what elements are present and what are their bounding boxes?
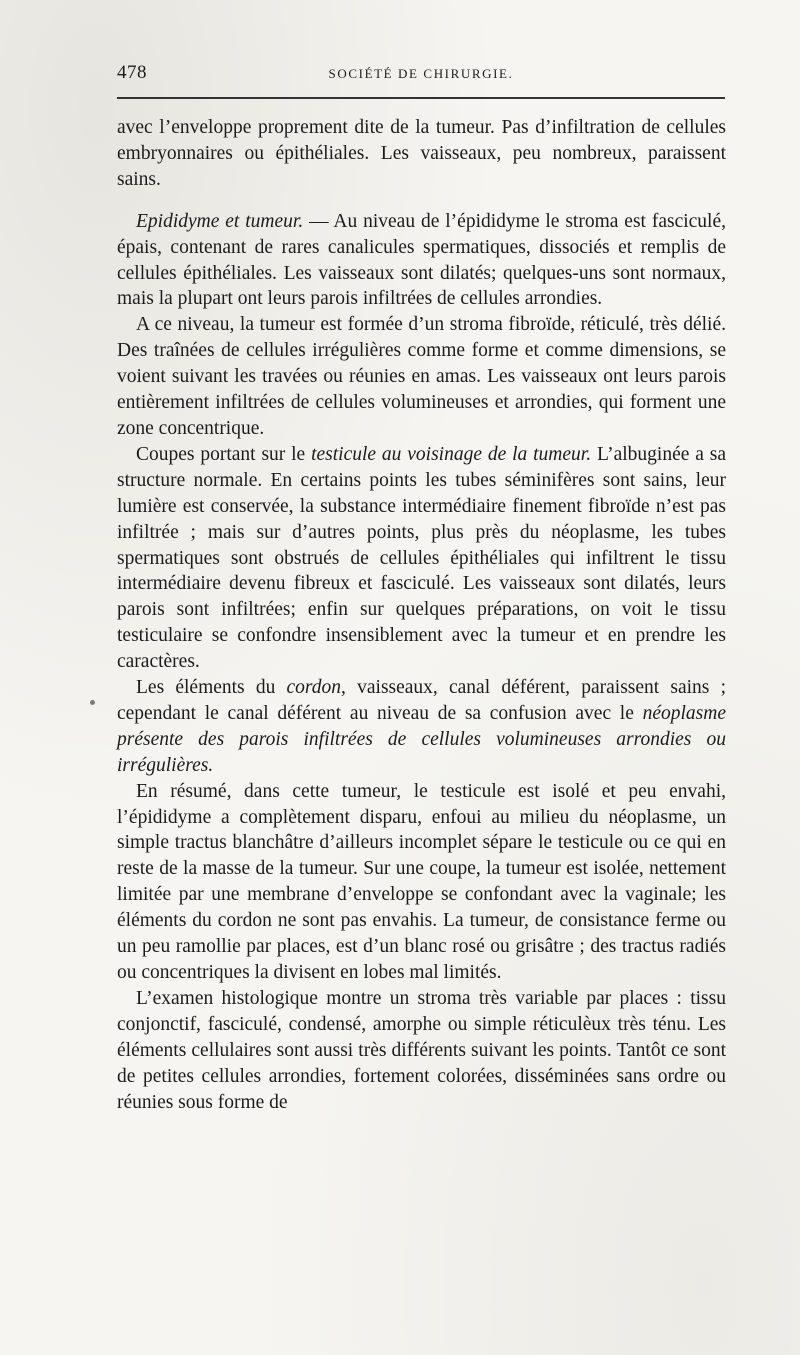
paragraph-5-italic-a: cordon,: [286, 677, 346, 699]
paragraph-4-text-b: L’albuginée a sa structure normale. En certains points les tubes séminifères sont sains, leur lumière est conservée, la substance intermédiaire finement fibroïde n’est pas infiltrée ; mais sur d’autres points, plus près du néoplasme, les tubes spermatiques sont obstrués de cellules épithéliales qui infiltrent le tissu intermédiaire devenu fibreux et fasciculé. Les vaisseaux sont dilatés, leurs parois sont infiltrées; enfin sur quelques préparations, on voit le tissu testiculaire se confondre insensiblement avec la tumeur et en prendre les caractères.: [117, 443, 726, 673]
paragraph-4-italic: testicule au voisinage de la tumeur.: [311, 443, 592, 465]
paragraph-5-text-b: vaisseaux, canal déférent, paraissent sains ; cependant le canal déférent au niveau de sa confusion avec le: [117, 677, 727, 724]
paragraph-5-italic-b: néoplasme présente des parois infiltrées de cellules volumineuses arrondies ou irrégulières.: [117, 702, 726, 776]
paragraph-2: [117, 209, 726, 313]
paragraph-5: [117, 675, 726, 779]
paragraph-3: [117, 312, 726, 442]
paragraph-2-text: — Au niveau de l’épididyme le stroma est fasciculé, épais, contenant de rares canalicules spermatiques, dissociés et remplis de cellules épithéliales. Les vaisseaux sont dilatés; quelques-uns sont normaux, mais la plupart ont leurs parois infiltrées de cellules arrondies.: [117, 210, 727, 310]
paragraph-6: [117, 779, 726, 986]
paragraph-1-text: avec l’enveloppe proprement dite de la tumeur. Pas d’infiltration de cellules embryonnaires ou épithéliales. Les vaisseaux, peu nombreux, paraissent sains.: [117, 117, 726, 190]
paragraph-6-text: En résumé, dans cette tumeur, le testicule est isolé et peu envahi, l’épididyme a complètement disparu, enfoui au milieu du néoplasme, un simple tractus blanchâtre d’ailleurs incomplet sépare le testicule ou ce qui en reste de la masse de la tumeur. Sur une coupe, la tumeur est isolée, nettement limitée par une membrane d’enveloppe se confondant avec la vaginale; les éléments du cordon ne sont pas envahis. La tumeur, de consistance ferme ou un peu ramollie par places, est d’un blanc rosé ou grisâtre ; des tractus radiés ou concentriques la divisent en lobes mal limités.: [117, 780, 726, 983]
header-rule: [117, 97, 725, 99]
margin-mark: [90, 700, 95, 705]
paragraph-7-text: L’examen histologique montre un stroma très variable par places : tissu conjonctif, fasciculé, condensé, amorphe ou simple réticulèux très ténu. Les éléments cellulaires sont aussi très différents suivant les points. Tantôt ce sont de petites cellules arrondies, fortement colorées, disséminées sans ordre ou réunies sous forme de: [117, 987, 726, 1113]
paragraph-7: [117, 986, 726, 1116]
page-header: [117, 62, 725, 88]
paragraph-5-text-a: Les éléments du: [136, 677, 287, 699]
running-title: SOCIÉTÉ DE CHIRURGIE.: [328, 66, 514, 81]
paragraph-1: [117, 115, 726, 193]
paragraph-3-text: A ce niveau, la tumeur est formée d’un stroma fibroïde, réticulé, très délié. Des traînées de cellules irrégulières comme forme et comme dimensions, se voient suivant les travées ou réunies en amas. Les vaisseaux ont leurs parois entièrement infiltrées de cellules volumineuses et arrondies, qui forment une zone concentrique.: [117, 314, 726, 439]
body-text: [117, 115, 726, 1115]
paragraph-4: [117, 442, 726, 675]
paragraph-2-heading: Epididyme et tumeur.: [136, 210, 304, 232]
paragraph-4-text-a: Coupes portant sur le: [136, 443, 312, 465]
page-number: 478: [117, 62, 147, 83]
